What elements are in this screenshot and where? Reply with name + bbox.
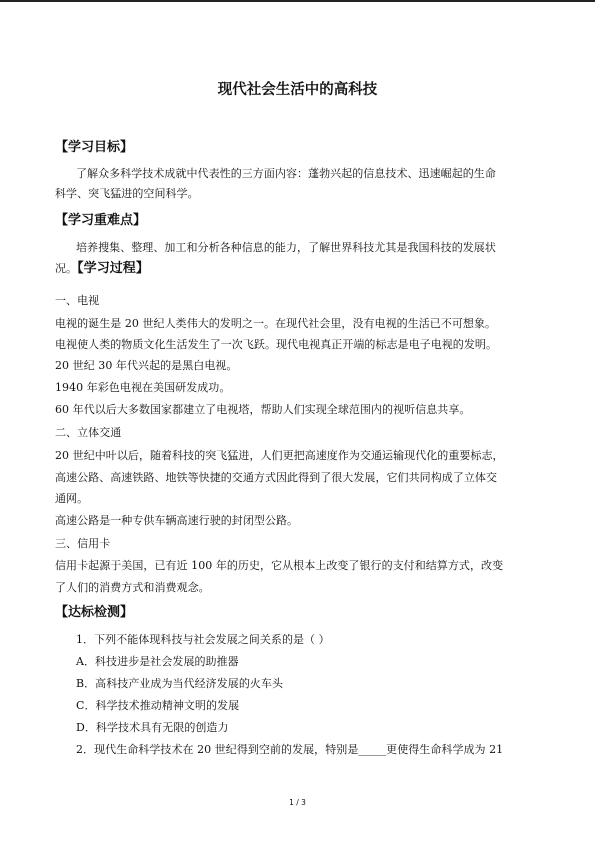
tv-line-4: 1940 年彩色电视在美国研发成功。 (55, 381, 231, 394)
traffic-line-2: 高速公路、高速铁路、地铁等快捷的交通方式因此得到了很大发展，它们共同构成了立体交 (55, 471, 497, 484)
card-line-2: 了人们的消费方式和消费观念。 (55, 581, 210, 594)
key-points-line-2 (55, 262, 149, 276)
traffic-line-3: 通网。 (55, 492, 89, 505)
traffic-heading: 二、立体交通 (55, 426, 122, 439)
tv-line-2: 电视使人类的物质文化生活发生了一次飞跃。现代电视真正开端的标志是电子电视的发明。 (55, 338, 497, 351)
tv-line-3: 20 世纪 30 年代兴起的是黑白电视。 (55, 359, 238, 372)
option-b: B．高科技产业成为当代经济发展的火车头 (76, 677, 284, 690)
option-a: A．科技进步是社会发展的助推器 (76, 655, 239, 668)
question-2-prefix: 2．现代生命科学技术在 20 世纪得到空前的发展，特别是 (76, 743, 359, 756)
question-2 (76, 743, 503, 757)
test-heading: 【达标检测】 (55, 605, 134, 620)
page-title: 现代社会生活中的高科技 (217, 82, 378, 98)
tv-heading: 一、电视 (55, 294, 100, 307)
tv-line-1: 电视的诞生是 20 世纪人类伟大的发明之一。在现代社会里，没有电视的生活已不可想象。 (55, 317, 497, 330)
card-line-1: 信用卡起源于美国，已有近 100 年的历史，它从根本上改变了银行的支付和结算方式，改变 (55, 559, 504, 572)
question-1: 1．下列不能体现科技与社会发展之间关系的是（ ） (76, 633, 330, 646)
traffic-line-4: 高速公路是一种专供车辆高速行驶的封闭型公路。 (55, 514, 299, 527)
option-c: C．科学技术推动精神文明的发展 (76, 699, 240, 712)
objectives-line-2: 科学、突飞猛进的空间科学。 (55, 187, 199, 200)
key-points-heading: 【学习重难点】 (55, 213, 147, 228)
option-d: D．科学技术具有无限的创造力 (76, 721, 229, 734)
page-number: 1 / 3 (289, 798, 306, 807)
tv-line-5: 60 年代以后大多数国家都建立了电视塔，帮助人们实现全球范围内的视听信息共享。 (55, 403, 471, 416)
key-points-line-1: 培养搜集、整理、加工和分析各种信息的能力，了解世界科技尤其是我国科技的发展状 (76, 241, 496, 254)
key-points-line-2-text: 况。 (55, 262, 78, 275)
question-2-blank: _____ (358, 743, 387, 756)
traffic-line-1: 20 世纪中叶以后，随着科技的突飞猛进，人们更把高速度作为交通运输现代化的重要标志， (55, 449, 504, 462)
process-heading: 【学习过程】 (77, 261, 149, 276)
top-rule (0, 0, 595, 2)
objectives-line-1: 了解众多科学技术成就中代表性的三方面内容：蓬勃兴起的信息技术、迅速崛起的生命 (76, 167, 496, 180)
objectives-heading: 【学习目标】 (55, 140, 134, 155)
question-2-suffix: 更使得生命科学成为 21 (386, 743, 504, 756)
card-heading: 三、信用卡 (55, 537, 111, 550)
